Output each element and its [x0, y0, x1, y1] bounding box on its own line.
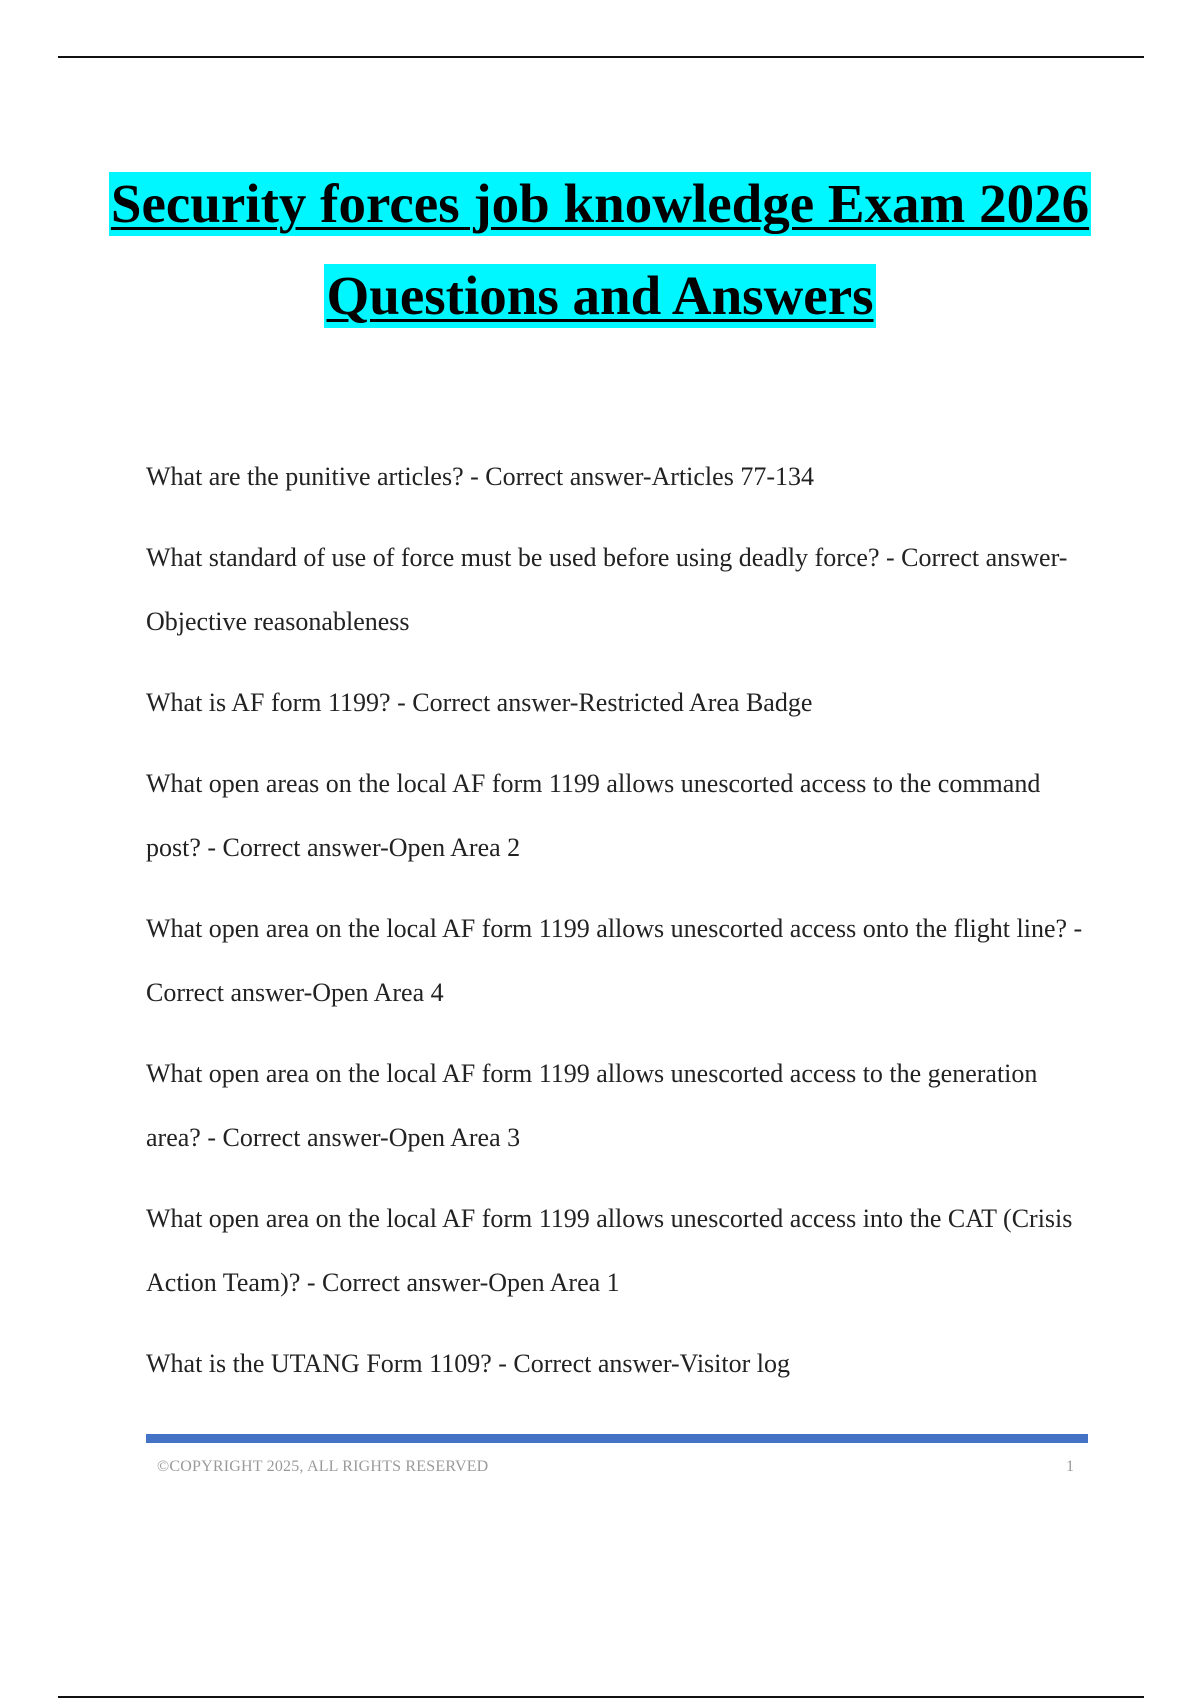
qa-item-2: What standard of use of force must be used before using deadly force? - Correct answer-Objective reasonableness [146, 543, 1068, 636]
top-rule [58, 56, 1144, 58]
qa-item-1: What are the punitive articles? - Correct answer-Articles 77-134 [146, 462, 814, 491]
qa-item-5: What open area on the local AF form 1199 allows unescorted access onto the flight line? - Correct answer-Open Area 4 [146, 914, 1083, 1007]
qa-item-3: What is AF form 1199? - Correct answer-Restricted Area Badge [146, 688, 813, 717]
page-number: 1 [1066, 1458, 1074, 1475]
footer-bar [146, 1434, 1088, 1443]
bottom-rule [58, 1696, 1144, 1698]
footer-copyright: ©COPYRIGHT 2025, ALL RIGHTS RESERVED [157, 1458, 489, 1475]
qa-item-8: What is the UTANG Form 1109? - Correct answer-Visitor log [146, 1349, 791, 1378]
qa-list [146, 445, 1096, 1413]
title-line-2: Questions and Answers [326, 265, 874, 326]
document-title [0, 172, 1200, 328]
qa-item-6: What open area on the local AF form 1199 allows unescorted access to the generation area? - Correct answer-Open Area 3 [146, 1059, 1038, 1152]
qa-item-7: What open area on the local AF form 1199 allows unescorted access into the CAT (Crisis Action Team)? - Correct answer-Open Area 1 [146, 1204, 1073, 1297]
qa-item-4: What open areas on the local AF form 1199 allows unescorted access to the command post? - Correct answer-Open Area 2 [146, 769, 1041, 862]
title-line-1: Security forces job knowledge Exam 2026 [110, 173, 1090, 234]
